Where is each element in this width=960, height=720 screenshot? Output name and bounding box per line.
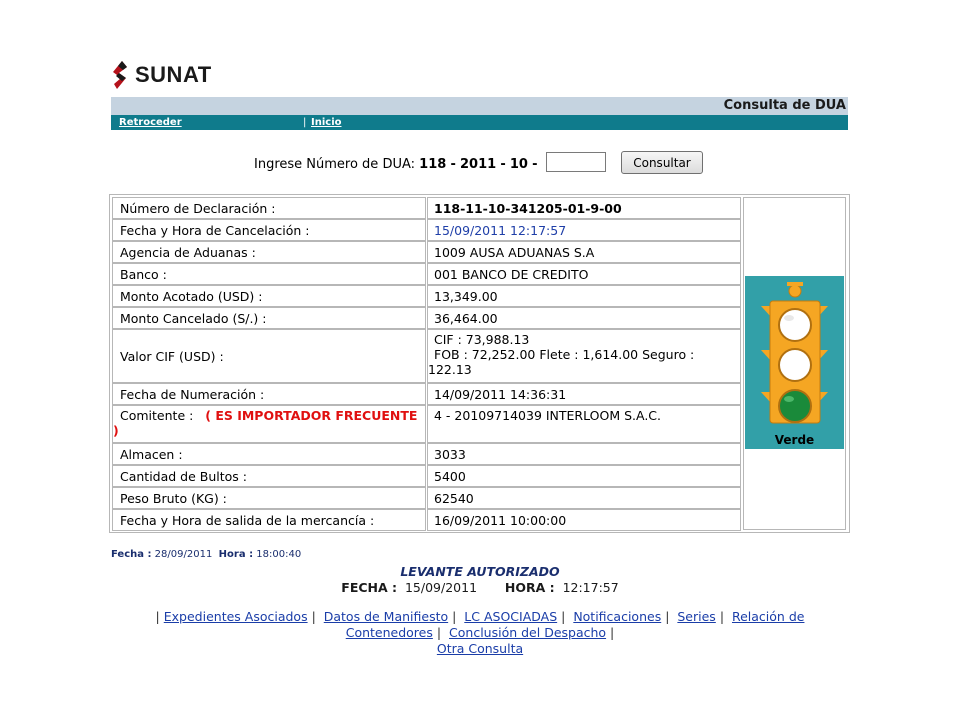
link-conclusion-despacho[interactable]: Conclusión del Despacho [449, 625, 607, 640]
link-separator: | [719, 609, 725, 624]
dua-year: 2011 [459, 156, 497, 172]
semaforo-panel [745, 276, 844, 449]
fecha-label: Fecha : [111, 549, 152, 560]
levante-datetime [0, 580, 960, 595]
back-link[interactable]: Retroceder [119, 117, 182, 128]
value-numero-declaracion: 118-11-10-341205-01-9-00 [427, 197, 741, 219]
link-separator: | [561, 609, 566, 624]
value-monto-cancelado: 36,464.00 [427, 307, 741, 329]
consulta-datetime [111, 549, 301, 560]
link-datos-manifiesto[interactable]: Datos de Manifiesto [323, 609, 449, 624]
value-fecha-numeracion: 14/09/2011 14:36:31 [427, 383, 741, 405]
sunat-emblem-icon [111, 61, 133, 89]
nav-bar [111, 115, 848, 130]
page-title: Consulta de DUA [723, 98, 846, 113]
label-banco: Banco : [112, 263, 426, 285]
comitente-label-text: Comitente : [120, 408, 194, 423]
label-monto-cancelado: Monto Cancelado (S/.) : [112, 307, 426, 329]
link-notificaciones[interactable]: Notificaciones [573, 609, 662, 624]
label-monto-acotado: Monto Acotado (USD) : [112, 285, 426, 307]
hora-value: 18:00:40 [256, 549, 302, 560]
value-monto-acotado: 13,349.00 [427, 285, 741, 307]
value-fob-line: FOB : 72,252.00 Flete : 1,614.00 Seguro : [434, 347, 695, 362]
logo-text: SUNAT [135, 62, 212, 87]
nav-separator: | [303, 117, 307, 128]
levante-hora-label: HORA : [504, 580, 555, 595]
label-almacen: Almacen : [112, 443, 426, 465]
label-cantidad-bultos: Cantidad de Bultos : [112, 465, 426, 487]
dua-dash: - [450, 156, 456, 172]
label-agencia-aduanas: Agencia de Aduanas : [112, 241, 426, 263]
importador-frecuente-flag: ( ES IMPORTADOR FRECUENTE ) [113, 408, 418, 438]
label-fecha-cancelacion: Fecha y Hora de Cancelación : [112, 219, 426, 241]
link-separator: | [452, 609, 457, 624]
value-comitente: 4 - 20109714039 INTERLOOM S.A.C. [427, 405, 741, 443]
label-valor-cif: Valor CIF (USD) : [112, 329, 426, 383]
value-almacen: 3033 [427, 443, 741, 465]
link-separator: | [610, 625, 615, 640]
value-peso-bruto: 62540 [427, 487, 741, 509]
link-lc-asociadas[interactable]: LC ASOCIADAS [464, 609, 558, 624]
link-relacion-contenedores[interactable]: Relación de Contenedores [345, 609, 805, 640]
value-banco: 001 BANCO DE CREDITO [427, 263, 741, 285]
dua-query-label: Ingrese Número de DUA: [254, 156, 416, 172]
label-comitente [112, 405, 426, 443]
consultar-button[interactable]: Consultar [621, 151, 703, 174]
dua-dash: - [500, 156, 506, 172]
value-valor-cif [427, 329, 741, 383]
levante-hora-value: 12:17:57 [562, 580, 619, 595]
semaforo-label: Verde [774, 433, 815, 447]
value-seguro-line: 122.13 [428, 362, 472, 377]
dua-number-input[interactable] [546, 152, 606, 172]
link-separator: | [311, 609, 316, 624]
label-fecha-salida: Fecha y Hora de salida de la mercancía : [112, 509, 426, 531]
levante-fecha-value: 15/09/2011 [404, 580, 478, 595]
value-fecha-salida: 16/09/2011 10:00:00 [427, 509, 741, 531]
dua-regimen: 10 [509, 156, 528, 172]
value-cantidad-bultos: 5400 [427, 465, 741, 487]
value-agencia-aduanas: 1009 AUSA ADUANAS S.A [427, 241, 741, 263]
sunat-logo [111, 60, 212, 90]
label-peso-bruto: Peso Bruto (KG) : [112, 487, 426, 509]
dua-query-row [254, 153, 538, 175]
related-links [132, 609, 828, 657]
link-series[interactable]: Series [677, 609, 716, 624]
header-bar [111, 97, 848, 115]
levante-fecha-label: FECHA : [341, 580, 398, 595]
value-cif-line: CIF : 73,988.13 [434, 332, 530, 347]
label-numero-declaracion: Número de Declaración : [112, 197, 426, 219]
levante-status: LEVANTE AUTORIZADO [400, 564, 560, 579]
label-fecha-numeracion: Fecha de Numeración : [112, 383, 426, 405]
hora-label: Hora : [218, 549, 254, 560]
traffic-light-icon [745, 276, 844, 436]
dua-dash: - [532, 156, 538, 172]
dua-aduana-code: 118 [419, 156, 447, 172]
value-fecha-cancelacion: 15/09/2011 12:17:57 [427, 219, 741, 241]
link-separator: | [155, 609, 160, 624]
link-expedientes-asociados[interactable]: Expedientes Asociados [163, 609, 308, 624]
link-otra-consulta[interactable]: Otra Consulta [436, 641, 524, 656]
link-separator: | [665, 609, 670, 624]
home-link[interactable]: Inicio [311, 117, 342, 128]
fecha-value: 28/09/2011 [154, 549, 213, 560]
link-separator: | [436, 625, 442, 640]
